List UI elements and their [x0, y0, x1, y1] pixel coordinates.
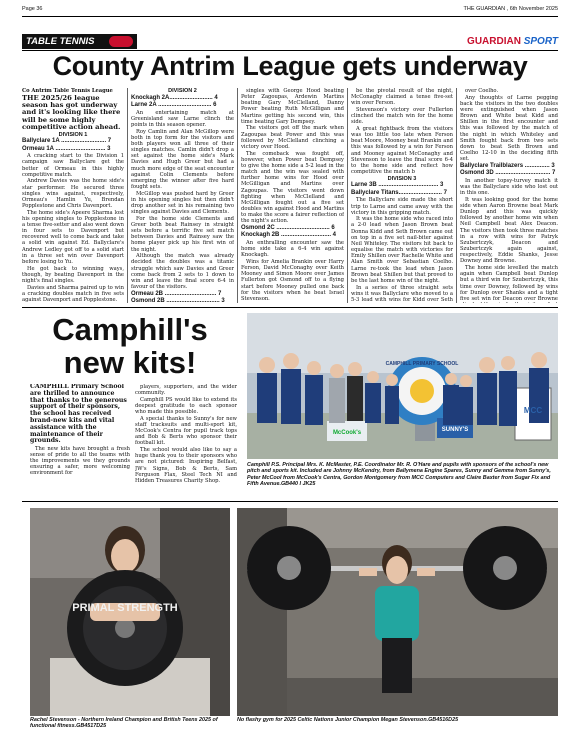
division-heading: DIVISION 2	[168, 88, 197, 94]
league-lead: THE 2025/26 league season has got underway and it's looking like there will be some highly competitive action ahead.	[22, 93, 121, 131]
league-paragraph: It was looking good for the home side when Aaron Browne beat Mark Dunlop and this was quickly followed by another home win when Neil Campbell beat Alex Deacon. The visitors then took three matches in a row with wins for Patryk Szubertczyk, Deacon and Szubertczyk again against, respectively, Eddie Shanks, Jesse Downey and Browne.	[460, 196, 558, 265]
header-rule	[22, 16, 558, 17]
column-divider	[347, 88, 348, 303]
match-score-line: Osmond 2B ................................ 3	[131, 298, 225, 303]
league-paragraph: be the pivotal result of the night, McConaghy claimed a tense five-set win over Ferson.	[351, 88, 453, 107]
page-header	[22, 6, 558, 16]
page-number: Page 36	[22, 6, 43, 12]
division-heading: DIVISION 3	[387, 175, 417, 182]
match-score-line: Knockagh 2B .............................. 4	[241, 232, 337, 239]
league-paragraph: An enthralling encounter saw the home side take a 6-4 win against Knockagh.	[241, 239, 344, 259]
ping-pong-paddle-icon	[109, 36, 133, 47]
league-paragraph: Any thoughts of Larne pegging back the visitors in the two doubles were extinguished when Jason Brown and White beat Kidd and Shillen in the first encounter and this was followed by the match of the night in which Whiteley and Smith fought back from two sets down to beat Seth Brown and Coelho 12-10 in the deciding fifth set.	[460, 94, 558, 163]
column-divider	[127, 88, 128, 303]
match-score-line: Ormeau 2B ............................... 7	[131, 290, 222, 297]
camphill-paragraph: The school would also like to say a huge thank you to their sponsors who are not pictured: Inspiring Belfast, JW's Signs, Bob & Berts, Sam Ferguson Flax, Steel Tech NI and Hidden Treasures Charity Shop.	[135, 447, 237, 484]
team-photo-illustration	[247, 313, 558, 459]
camphill-headline-line-1: Camphill's	[52, 312, 208, 347]
camphill-article-col-1	[30, 384, 130, 499]
match-score-line: Larne 2A ................................ 6	[131, 102, 217, 109]
article-separator	[22, 307, 558, 308]
table-tennis-section-logo	[22, 34, 137, 49]
league-paragraph: He got back to winning ways, though, by beating Davenport in the night's final singles.	[22, 265, 124, 284]
sponsor-sign-mcc: MCC	[523, 406, 543, 415]
league-paragraph: Although the match was already decided the doubles was a titanic struggle which saw Davies and Greer come back from 2 sets to 1 down to win and leave the final score 6-4 in favour of the visitors.	[131, 253, 234, 291]
weight-plate-text: PRIMAL STRENGTH	[72, 602, 178, 614]
guardian-sport-logo	[467, 36, 558, 47]
camphill-body: The new kits have brought a fresh sense of pride to all the teams with the improvements we they grounds ensuring a safer, more welcoming environment for	[30, 445, 130, 477]
camphill-article-col-2	[135, 384, 237, 499]
camphill-paragraph: Camphill PS would like to extend its deepest gratitude to each sponsor who made this possible.	[135, 396, 237, 416]
article-separator	[22, 501, 558, 502]
column-divider	[237, 88, 238, 303]
league-article-col-5	[460, 88, 558, 303]
guardian-word: GUARDIAN	[467, 36, 521, 47]
league-paragraph: The Ballyclare side made the short trip to Larne and came away with the victory in this gripping match.	[351, 197, 453, 216]
rachel-photo-caption: Rachel Stevenson - Northern Ireland Champion and British Teens 2025 of functional fitness.GB4517D25	[30, 717, 218, 730]
league-article-col-3	[241, 88, 344, 303]
league-paragraph: In another topsy-turvey match it was the Ballyclare side who lost out in this one.	[460, 177, 558, 197]
league-paragraph: The comeback was fought off, however, when Power beat Dempsey to give the home side a 5-2 lead in the match and the win was sealed with further home wins for Hood over McGilligan and Martins over Zagoupas. The visitors went down fighting when McClelland and McGilligan fought out a five set doubles win against Hood and Martins to make the score a fairer reflection of the night's action.	[241, 150, 344, 225]
division-heading: DIVISION 1	[58, 131, 88, 138]
sponsor-sign-sunnys: SUNNY'S	[441, 427, 469, 433]
league-paragraph: Wins for Amelia Brankin over Harry Ferson, David McConaghy over Keith Mooney and Simon Moore over James Fullerton got Osmond off to a flying start before Mooney pulled one back for the visitors when he beat Israel Stevenson.	[241, 258, 344, 302]
rachel-photo-illustration	[30, 508, 230, 716]
sponsor-sign-mccooks: McCook's	[332, 430, 362, 436]
league-paragraph: A cracking start to the Division 1 campaign saw Ballyclare get the better of Ormeau in this highly competitive match.	[22, 153, 124, 178]
match-score-line: Ballyclare Trailblazers ............... 3	[460, 162, 555, 169]
issue-date: THE GUARDIAN , 6th November 2025	[463, 6, 558, 12]
rachel-stevenson-photo	[30, 508, 230, 716]
school-sign-text: CAMPHILL PRIMARY SCHOOL	[385, 361, 459, 367]
league-paragraph: The visitors got off the mark when Zagoupas beat Power and this was followed by McClelland clinching a victory over Hood.	[241, 125, 344, 150]
match-score-line: Larne 3B .................................... 3	[351, 182, 444, 189]
league-paragraph: In a series of three straight sets wins it was Ballyclare who moved to a 5-3 lead with wins for Kidd over Seth	[351, 284, 453, 303]
megan-photo-caption: No flashy gym for 2025 Celtic Nations Junior Champion Megan Stevenson.GB4516D25	[237, 717, 459, 723]
league-paragraph: A great fightback from the visitors was too little too late when Ferson beat Moore, Mooney beat Brankin and this was followed by a win for Ferson and Mooney against McConaghy and Stevenson to leave the final score 6-4 to the home side and reflect how competitive the match b	[351, 125, 453, 176]
match-score-line: Ballyclare Titans.......................... 7	[351, 189, 447, 196]
league-article-col-4	[351, 88, 453, 303]
camphill-headline	[30, 313, 230, 379]
league-paragraph: It was the home side who raced into a 2-0 lead when Jason Brown beat Donna Kidd and Seth Brown came out on top in a five set nail-biter against Neil Whiteley. The visitors hit back to equalise the match with victories for Emily Shillen over Rachelle White and Alan Smith over Sebastian Coelho. Larne re-took the lead when Jason Brown beat Shillen but that proved to be the last home win of the night.	[351, 216, 453, 284]
camphill-paragraph: A special thanks to Sunny's for new staff tracksuits and multi-sport kit, McCook's Centra for pupil track tops and Bob & Berts who sponsor their football kit.	[135, 415, 237, 447]
league-paragraph: The home side levelled the match again when Campbell beat Dunlop but a third win for Szubertczyk, this time over Downey, followed by wins for Dunlop over Shanks and a tight five set win for Deacon over Browne	[460, 265, 558, 302]
league-article-col-2	[131, 88, 234, 303]
league-byline: Co Antrim Table Tennis League	[22, 88, 113, 94]
match-score-line: Ormeau 1A .............................. 3	[22, 145, 111, 152]
camphill-photo-caption: Camphill P.S. Principal Mrs. K. McMaster, P.E. Coordinator Mr. R. O'Hare and pupils with sponsors of the school's new pitch and sports kit. Included are Johnny McKendry, from Ballymena Engine Spares, Sunny and Gemma from Sunny's, Peter McCool from McCook's Centra, Gordon Montgomery from MCC Computers and Claire Baxter from Sugar Fix and Fifth Avenue.GB440 I JK25	[247, 462, 551, 488]
sport-word: SPORT	[523, 36, 558, 47]
camphill-paragraph: players, supporters, and the wider community.	[135, 384, 237, 397]
match-score-line: Ballyclare 1A ........................... 7	[22, 138, 112, 145]
camphill-headline-line-2: new kits!	[63, 345, 197, 380]
match-score-line: Osmond 2C ................................ 6	[241, 224, 335, 231]
league-paragraph: singles with George Hood beating Peter Zagoupas, Ardewin Martins beating Gary McClelland, Danny Power beating Ruth McGilligan and Martins getting his second win, this time beating Gary Dempsey.	[241, 88, 344, 125]
column-divider	[456, 88, 457, 303]
match-score-line: Knockagh 2A.......................... 4	[131, 94, 218, 101]
megan-stevenson-photo	[237, 508, 558, 716]
league-paragraph: McGillop was pushed hard by Greer in his opening singles but then didn't drop another set in his remaining two singles against Davies and Clements.	[131, 190, 234, 216]
league-paragraph: Roy Camlin and Alan McGillop were both in top form for the visitors and both players won all three of their singles matches. Camlin didn't drop a set against the home side's Mark Davies and Hugh Greer but had a much more edge of the seat encounter against Colin Clements before emerging the winner after five hard fought sets.	[131, 128, 234, 191]
league-article-col-1	[22, 88, 124, 303]
league-paragraph: Andrew Davies was the home side's star performer. He secured three singles wins against, respectively, Ormeau's Hamlin Yu, Brendan Popplestone and Chris Davenport.	[22, 178, 124, 210]
league-paragraph: An entertaining match at Greenisland saw Larne clinch the points in this season opener.	[131, 109, 234, 128]
league-paragraph: Davies and Sharma paired up to win a cracking doubles match in five sets against Davenport and Popplestone.	[22, 284, 124, 303]
camphill-lead: CAMPHILL Primary School are thrilled to announce that thanks to the generous support of their sponsors, the school has received brand-new kits and vital assistance with the maintenance of their grounds.	[30, 384, 127, 445]
league-paragraph	[241, 303, 344, 304]
league-paragraph: Stevenson's victory over Fullerton clinched the match win for the home side.	[351, 106, 453, 126]
league-paragraph: The home side's Apeere Sharma lost his opening singles to Popplestone in a tense five-setter and also went down in four sets to Davenport but recovered well to come back and take a solid win against Ed. Ballyclare's Andrew Ledley got off to a solid start in a three set win over Davenport before losing to Yu.	[22, 209, 124, 265]
league-paragraph: For the home side Clements and Greer both beat Rainsey in straight sets before a terrific five set match between Davies and Rainsey saw the home player pick up his first win of the night.	[131, 215, 234, 253]
section-logo-text: TABLE TENNIS	[26, 36, 95, 47]
megan-photo-illustration	[237, 508, 558, 716]
camphill-team-photo	[247, 313, 558, 459]
match-score-line: Osmond 3D ................................. 7	[460, 170, 556, 177]
league-headline: County Antrim League gets underway	[52, 51, 528, 81]
league-paragraph: over Coelho.	[465, 88, 499, 94]
